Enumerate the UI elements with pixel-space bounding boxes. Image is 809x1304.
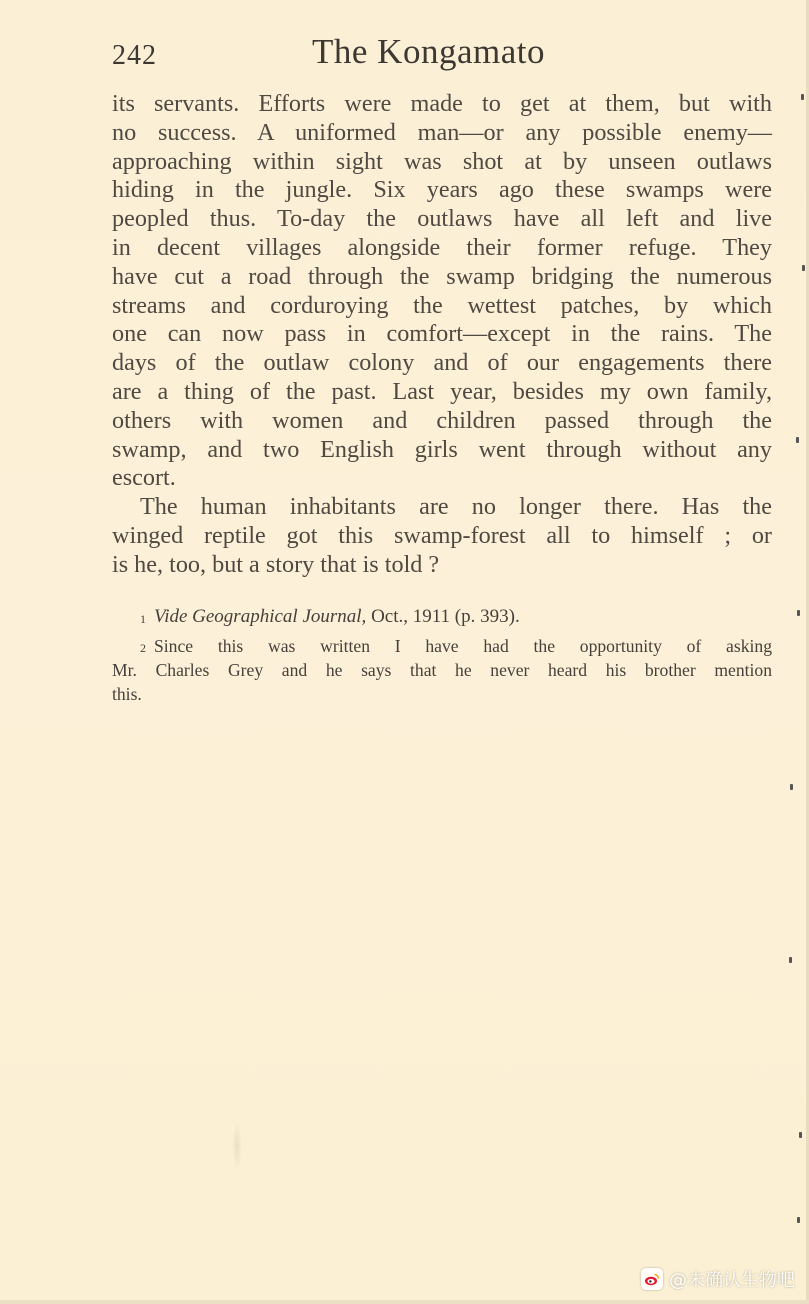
margin-mark [796,437,799,443]
footnote-line: this. [112,684,142,704]
text-line: others with women and children passed through the [112,406,772,434]
text-line: winged reptile got this swamp-forest all to himself ; or [112,521,772,549]
margin-mark [799,1132,802,1138]
footnote-line [112,634,772,658]
page-header [112,30,772,76]
margin-mark [789,957,792,963]
text-line: approaching within sight was shot at by unseen outlaws [112,147,772,175]
margin-mark [802,265,805,271]
margin-mark [797,1217,800,1223]
body-text [112,90,772,580]
text-line: in decent villages alongside their former refuge. They [112,233,772,261]
footnote-marker: 1 [140,612,146,626]
page-bottom-edge [0,1300,809,1304]
footnote-citation-italic: Vide Geographical Journal, [154,606,367,627]
text-line: no success. A uniformed man—or any possible enemy— [112,118,772,146]
footnotes [112,604,772,706]
text-line: The human inhabitants are no longer there. Has the [140,493,772,521]
footnote-2 [112,634,772,706]
text-line: have cut a road through the swamp bridging the numerous [112,262,772,290]
footnote-marker: 2 [140,641,146,655]
weibo-icon [641,1268,663,1290]
margin-mark [797,610,800,616]
text-line: one can now pass in comfort—except in the rains. The [112,320,772,348]
margin-mark [801,94,804,100]
page-number: 242 [112,40,157,71]
footnote-1 [112,604,772,630]
text-line: peopled thus. To-day the outlaws have all left and live [112,205,772,233]
watermark-text: @未确认生物吧 [669,1270,795,1291]
scan-smudge [232,1120,242,1172]
text-line: streams and corduroying the wettest patches, by which [112,291,772,319]
text-line: hiding in the jungle. Six years ago these swamps were [112,176,772,204]
text-line: swamp, and two English girls went through without any [112,435,772,463]
weibo-watermark [641,1266,795,1292]
footnote-line: Mr. Charles Grey and he says that he never heard his brother mention [112,660,772,680]
text-line: escort. [112,464,176,492]
running-title: The Kongamato [312,32,545,71]
text-line: days of the outlaw colony and of our engagements there [112,349,772,377]
footnote-citation-rest: Oct., 1911 (p. 393). [366,606,520,627]
text-line: its servants. Efforts were made to get at them, but with [112,90,772,117]
footnote-line-text: Since this was written I have had the opportunity of asking [154,636,772,656]
text-line: are a thing of the past. Last year, besides my own family, [112,377,772,405]
margin-mark [790,784,793,790]
text-line: is he, too, but a story that is told ? [112,550,440,578]
